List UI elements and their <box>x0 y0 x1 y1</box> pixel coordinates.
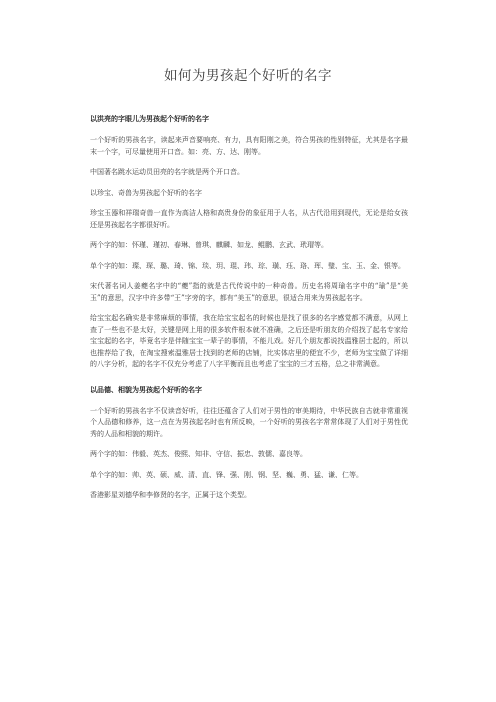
paragraph: 一个好听的男孩名字，读起来声音要响亮、有力，具有阳刚之美，符合男孩的性别特征，尤其是名字最末一个字，可尽量使用开口音。如：亮、方、达、刚等。 <box>90 136 408 156</box>
document-title: 如何为男孩起个好听的名字 <box>164 68 332 84</box>
paragraph: 一个好听的男孩名字不仅读音好听，往往还蕴含了人们对于男性的审美期待，中华民族自古就非常重视个人品德和修养，这一点在为男孩起名时也有所反映，一个好听的男孩名字常常体现了人们对于男性优秀的人品和相貌的期许。 <box>90 406 408 438</box>
paragraph: 单个字的如：璨、琛、璐、琦、锦、琰、玥、琨、玮、琮、璜、珏、珞、珲、璧、宝、玉、金、银等。 <box>90 261 405 270</box>
paragraph: 香港影星刘德华和李修贤的名字，正属于这个类型。 <box>90 491 251 499</box>
paragraph: 单个字的如：帅、英、硕、威、清、直、锋、强、刚、钢、坚、巍、勇、猛、谦、仁等。 <box>90 470 363 479</box>
paragraph: 中国著名跳水运动员田亮的名字就是两个开口音。 <box>90 168 244 176</box>
paragraph: 两个字的如：怀瑾、瑾初、春琳、曾琪、麒麟、如龙、鲲鹏、玄武、玳瑁等。 <box>90 241 328 249</box>
paragraph: 给宝宝起名确实是非常麻烦的事情，我在给宝宝起名的时候也是找了很多的名字感觉都不满意，从网上查了一些也不是太好，关键是网上用的很多软件根本就不准确，之后还是听朋友的介绍找了起名专家给宝宝起的名字，毕竟名字是伴随宝宝一辈子的事情，不能儿戏。好几个朋友都说找温雅居士起的，所以也推荐给了我，在淘宝搜索温雅居士找到的老师的店铺，比实体店里的便宜不少，老师为宝宝做了详细的八字分析，起的名字不仅充分考虑了八字平衡而且也考虑了宝宝的三才五格，总之非常满意。 <box>90 314 408 368</box>
paragraph: 珍宝玉器和祥瑞奇兽一直作为高洁人格和高贵身份的象征用于人名，从古代沿用到现代，无论是给女孩还是男孩起名字都很好听。 <box>90 209 408 229</box>
section-heading-2: 以品德、相貌为男孩起个好听的名字 <box>90 385 202 394</box>
subheading-paragraph: 以珍宝、奇兽为男孩起个好听的名字 <box>90 188 202 197</box>
paragraph: 两个字的如：伟毅、英杰、俊熙、知非、守信、振忠、敦儒、嘉良等。 <box>90 450 307 458</box>
paragraph: 宋代著名词人姜夔名字中的“夔”指的就是古代传说中的一种奇兽。历史名将周瑜名字中的“瑜”是“美玉”的意思，汉字中许多带“王”字旁的字，都有“美玉”的意思，很适合用来为男孩起名字。 <box>90 282 408 302</box>
document-body <box>90 114 408 511</box>
section-heading-1: 以洪亮的字眼儿为男孩起个好听的名字 <box>90 115 209 123</box>
